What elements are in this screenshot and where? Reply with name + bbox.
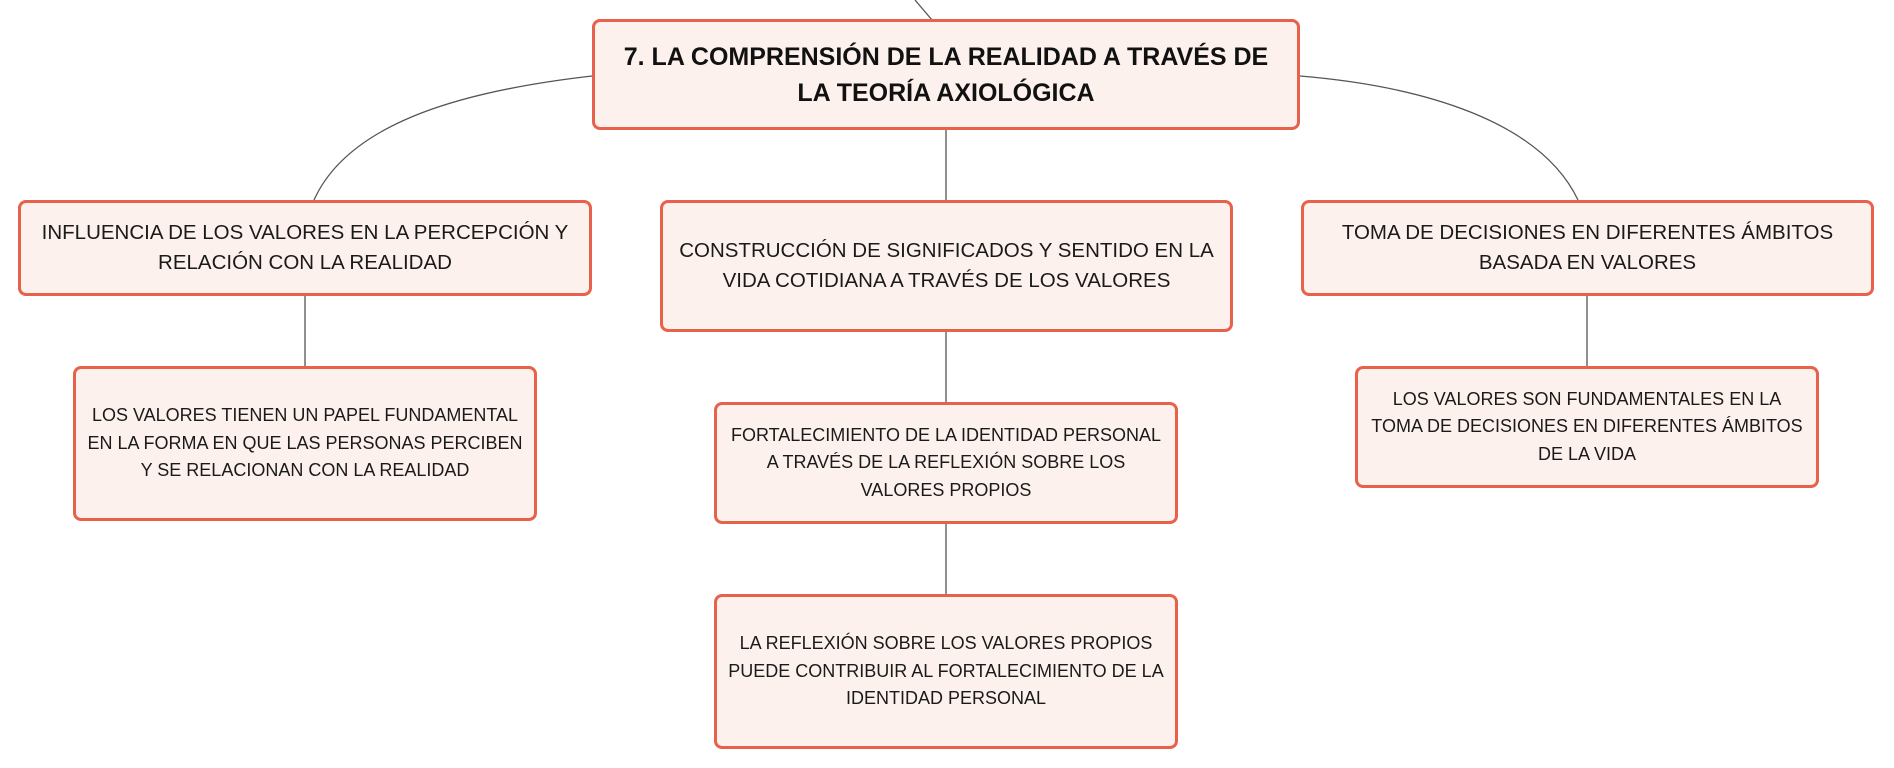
branch-node-meaning[interactable] <box>660 200 1233 332</box>
root-topic-label: 7. LA COMPRENSIÓN DE LA REALIDAD A TRAVÉS DE LA TEORÍA AXIOLÓGICA <box>623 42 1269 107</box>
connector-root-branch-left <box>314 76 592 200</box>
branch-label-perception: INFLUENCIA DE LOS VALORES EN LA PERCEPCIÓN Y RELACIÓN CON LA REALIDAD <box>41 221 569 274</box>
subtopic-node-reflection[interactable] <box>714 594 1178 749</box>
branch-label-decisions: TOMA DE DECISIONES EN DIFERENTES ÁMBITOS BASADA EN VALORES <box>1341 221 1834 274</box>
subtopic-label-reflection: LA REFLEXIÓN SOBRE LOS VALORES PROPIOS PUEDE CONTRIBUIR AL FORTALECIMIENTO DE LA IDENTIDAD PERSONAL <box>728 633 1164 709</box>
subtopic-node-identity[interactable] <box>714 402 1178 524</box>
connector-root-parent <box>915 0 932 20</box>
connector-root-branch-right <box>1300 76 1578 200</box>
root-topic-node[interactable] <box>592 19 1300 130</box>
branch-node-perception[interactable] <box>18 200 592 296</box>
subtopic-node-perception-detail[interactable] <box>73 366 537 521</box>
subtopic-label-perception-detail: LOS VALORES TIENEN UN PAPEL FUNDAMENTAL EN LA FORMA EN QUE LAS PERSONAS PERCIBEN Y SE RELACIONAN CON LA REALIDAD <box>87 405 523 481</box>
subtopic-label-decisions-detail: LOS VALORES SON FUNDAMENTALES EN LA TOMA DE DECISIONES EN DIFERENTES ÁMBITOS DE LA VIDA <box>1371 388 1803 464</box>
branch-label-meaning: CONSTRUCCIÓN DE SIGNIFICADOS Y SENTIDO EN LA VIDA COTIDIANA A TRAVÉS DE LOS VALORES <box>679 239 1214 292</box>
subtopic-label-identity: FORTALECIMIENTO DE LA IDENTIDAD PERSONAL A TRAVÉS DE LA REFLEXIÓN SOBRE LOS VALORES PROPIOS <box>730 424 1162 500</box>
branch-node-decisions[interactable] <box>1301 200 1874 296</box>
subtopic-node-decisions-detail[interactable] <box>1355 366 1819 488</box>
